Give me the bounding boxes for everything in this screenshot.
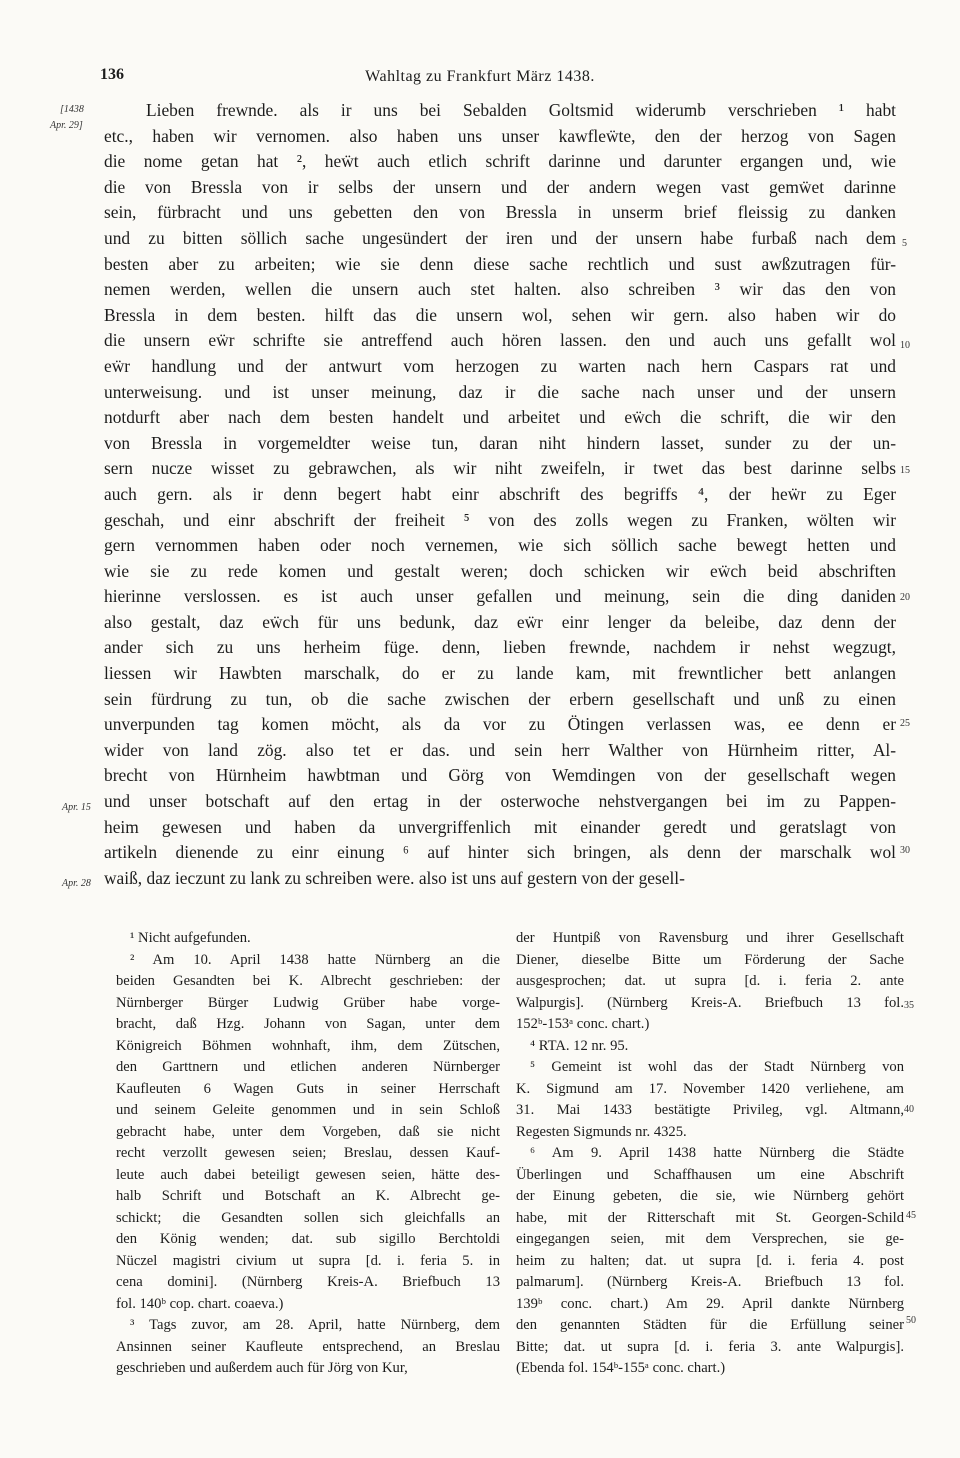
footnote-line: (Ebenda fol. 154ᵇ-155ᵃ conc. chart.) [516, 1360, 726, 1376]
footnote-line: leute auch dabei beteiligt gewesen seien, hätte des- [116, 1166, 500, 1183]
body-line: unverpunden tag komen möcht, als da vor zu Ötingen verlassen was, ee denn er [104, 714, 896, 735]
margin-date-top-2: Apr. 29] [50, 120, 83, 131]
page-number: 136 [100, 66, 124, 83]
body-line: etc., haben wir vernomen. also haben uns unser kawfleẅte, den der herzog von Sagen [104, 125, 896, 146]
body-line: die von Bressla von ir selbs der unsern und der andern wegen vast gemẅet darinne [104, 176, 896, 197]
footnote-line: bracht, daß Hzg. Johann von Sagan, unter dem [116, 1016, 500, 1032]
body-line: und zu bitten söllich sache ungesündert der iren und der unsern habe furbaß nach dem [104, 227, 896, 248]
body-line: also gestalt, daz eẅch für uns bedunk, daz eẅr einr lenger da beleibe, daz denn der [104, 611, 896, 632]
footnote-line: habe, mit der Ritterschaft mit St. Georgen-Schild [516, 1209, 904, 1226]
footnote-line: Regesten Sigmunds nr. 4325. [516, 1123, 687, 1140]
line-number-5: 5 [902, 238, 907, 249]
body-line: und unser botschaft auf den ertag in der osterwoche nehstvergangen bei im zu Pappen- [104, 791, 896, 812]
footnote-line: der Einung gebeten, die sie, wie Nürnberg gehört [516, 1188, 904, 1204]
body-line: Lieben frewnde. als ir uns bei Sebalden Goltsmid widerumb verschrieben ¹ habt [146, 100, 896, 120]
line-number-10: 10 [900, 340, 910, 351]
body-line: unterweisung. und ist unser meinung, daz ir die sache nach unser und der unsern [104, 381, 896, 402]
body-line: auch gern. als ir denn begert habt einr abschrift des begriffs ⁴, der heẅr zu Eger [104, 483, 896, 504]
footnote-line: ⁵ Gemeint ist wohl das der Stadt Nürnberg von [530, 1059, 904, 1075]
line-number-40: 40 [904, 1104, 914, 1115]
margin-date-apr15: Apr. 15 [62, 802, 91, 813]
footnote-line: schickt; die Gesandten sollen sich gleichfalls an [116, 1209, 500, 1226]
footnote-line: Ansinnen seiner Kaufleute entsprechend, an Breslau [116, 1338, 500, 1355]
line-number-50: 50 [906, 1315, 916, 1326]
footnote-line: der Huntpiß von Ravensburg und ihrer Gesellschaft [516, 930, 904, 946]
footnote-line: ² Am 10. April 1438 hatte Nürnberg an die [130, 951, 500, 968]
footnote-line: eingegangen seien, mit dem Versprechen, sie ge- [516, 1231, 904, 1247]
footnote-line: beiden Gesandten bei K. Albrecht geschrieben: der [116, 973, 500, 989]
body-line: sern nucze wisset zu gebrawchen, als wir niht zweifeln, ir twet das best darinne selbs [104, 458, 896, 479]
footnotes-right-column [516, 928, 904, 1380]
footnote-line: gebracht habe, unter dem Vorgeben, daß sie nicht [116, 1123, 500, 1140]
document-body [104, 98, 896, 891]
body-line: geschah, und einr abschrift der freiheit ⁵ von des zolls wegen zu Franken, wölten wir [104, 509, 896, 530]
footnote-line: cena domini]. (Nürnberg Kreis-A. Briefbuch 13 [116, 1274, 500, 1290]
footnote-line: den König wenden; dat. sub sigillo Berchtoldi [116, 1231, 500, 1247]
line-number-45: 45 [906, 1210, 916, 1221]
body-line: gern vernommen haben oder noch vernemen, wie sich söllich sache bewegt hetten und [104, 535, 896, 556]
body-line: wie sie zu rede komen und gestalt weren; doch schicken wir eẅch beid abschriften [104, 560, 896, 581]
footnote-line: Walpurgis]. (Nürnberg Kreis-A. Briefbuch 13 fol. [516, 994, 904, 1011]
margin-date-apr28: Apr. 28 [62, 878, 91, 889]
footnote-line: Kaufleuten 6 Wagen Guts in seiner Herrschaft [116, 1080, 500, 1097]
line-number-35: 35 [904, 1000, 914, 1011]
body-line: besten aber zu arbeiten; wie sie denn diese sache rechtlich und sust awßzutragen für- [104, 253, 896, 274]
body-line: notdurft aber nach dem besten handelt und arbeitet und eẅch die schrift, die wir den [104, 407, 896, 428]
footnote-line: Überlingen und Schaffhausen um eine Abschrift [516, 1166, 904, 1183]
body-line: hierinne verslossen. es ist auch unser gefallen und meinung, sein die ding daniden [104, 586, 896, 607]
footnote-line: fol. 140ᵇ cop. chart. coaeva.) [116, 1295, 284, 1312]
footnote-line: ³ Tags zuvor, am 28. April, hatte Nürnberg, dem [130, 1317, 500, 1333]
body-line: sein, fürbracht und uns gebetten den von Bressla in unserm brief fleissig zu danken [104, 202, 896, 223]
footnote-line: Nürnberger Bürger Ludwig Grüber habe vorge- [116, 994, 500, 1011]
running-head: Wahltag zu Frankfurt März 1438. [365, 68, 595, 85]
footnote-line: 139ᵇ conc. chart.) Am 29. April dankte Nürnberg [516, 1295, 904, 1312]
body-line: artikeln dienende zu einr einung ⁶ auf hinter sich bringen, als denn der marschalk wol [104, 842, 896, 863]
body-line: sein fürdrung zu tun, ob die sache zwischen der erbern gesellschaft und unß zu einen [104, 688, 896, 709]
footnote-line: ¹ Nicht aufgefunden. [130, 930, 251, 946]
footnote-line: K. Sigmund am 17. November 1420 verliehene, am [516, 1080, 904, 1097]
footnote-line: halb Schrift und Botschaft an K. Albrecht ge- [116, 1188, 500, 1204]
body-line: wider von land zög. also tet er das. und sein herr Walther von Hürnheim ritter, Al- [104, 739, 896, 760]
body-line: die nome getan hat ², heẅt auch etlich schrift darinne und darunter ergangen und, wie [104, 151, 896, 172]
footnotes-left-column [116, 928, 500, 1380]
footnote-line: Diener, dieselbe Bitte um Förderung der Sache [516, 951, 904, 968]
line-number-30: 30 [900, 845, 910, 856]
body-line: von Bressla in vorgemeldter weise tun, daran niht hindern lasset, sunder zu der un- [104, 432, 896, 453]
footnote-line: und seinem Geleite genommen und in sein Schloß [116, 1102, 500, 1118]
line-number-25: 25 [900, 718, 910, 729]
margin-date-top: [1438 [60, 104, 84, 115]
footnote-line: den genannten Städten für die Erfüllung seiner [516, 1317, 904, 1333]
footnote-line: 152ᵇ-153ᵃ conc. chart.) [516, 1016, 650, 1032]
body-line: ander sich zu uns herheim füge. denn, lieben frewnde, nachdem ir nehst wegzugt, [104, 637, 896, 658]
body-line: waiß, daz ieczunt zu lank zu schreiben were. also ist uns auf gestern von der gesell- [104, 867, 685, 888]
footnote-line: geschrieben und außerdem auch für Jörg von Kur, [116, 1360, 408, 1376]
footnote-line: heim zu halten; dat. ut supra [d. i. feria 4. post [516, 1252, 904, 1269]
footnote-line: palmarum]. (Nürnberg Kreis-A. Briefbuch 13 fol. [516, 1274, 904, 1290]
footnote-line: recht verzollt gewesen seien; Breslau, dessen Kauf- [116, 1145, 500, 1161]
body-line: eẅr handlung und der antwurt vom herzogen zu warten nach hern Caspars rat und [104, 355, 896, 376]
body-line: Bressla in dem besten. hilft das die unsern wol, sehen wir gern. also haben wir do [104, 304, 896, 325]
footnote-line: Königreich Böhmen wohnhaft, ihm, dem Zütschen, [116, 1037, 500, 1054]
footnote-line: 31. Mai 1433 bestätigte Privileg, vgl. Altmann, [516, 1102, 904, 1118]
footnote-line: ⁶ Am 9. April 1438 hatte Nürnberg die Städte [530, 1145, 904, 1161]
footnote-line: ausgesprochen; dat. ut supra [d. i. feria 2. ante [516, 973, 904, 989]
line-number-20: 20 [900, 592, 910, 603]
footnote-line: Bitte; dat. ut supra [d. i. feria 3. ante Walpurgis]. [516, 1338, 904, 1355]
body-line: brecht von Hürnheim hawbtman und Görg von Wemdingen von der gesellschaft wegen [104, 765, 896, 786]
footnote-line: Nüczel magistri civium ut supra [d. i. feria 5. in [116, 1252, 500, 1269]
line-number-15: 15 [900, 465, 910, 476]
body-line: heim gewesen und haben da unvergriffenlich mit einander geredt und geratslagt von [104, 816, 896, 837]
footnote-line: ⁴ RTA. 12 nr. 95. [530, 1037, 629, 1054]
body-line: die unsern eẅr schrifte sie antreffend auch hören lassen. den und auch uns gefallt wol [104, 330, 896, 351]
body-line: liessen wir Hawbten marschalk, do er zu lande kam, mit frewntlicher bett anlangen [104, 663, 896, 684]
footnote-line: den Garttnern und etlichen anderen Nürnberger [116, 1059, 500, 1075]
body-line: nemen werden, wellen die unsern auch stet halten. also schreiben ³ wir das den von [104, 279, 896, 300]
